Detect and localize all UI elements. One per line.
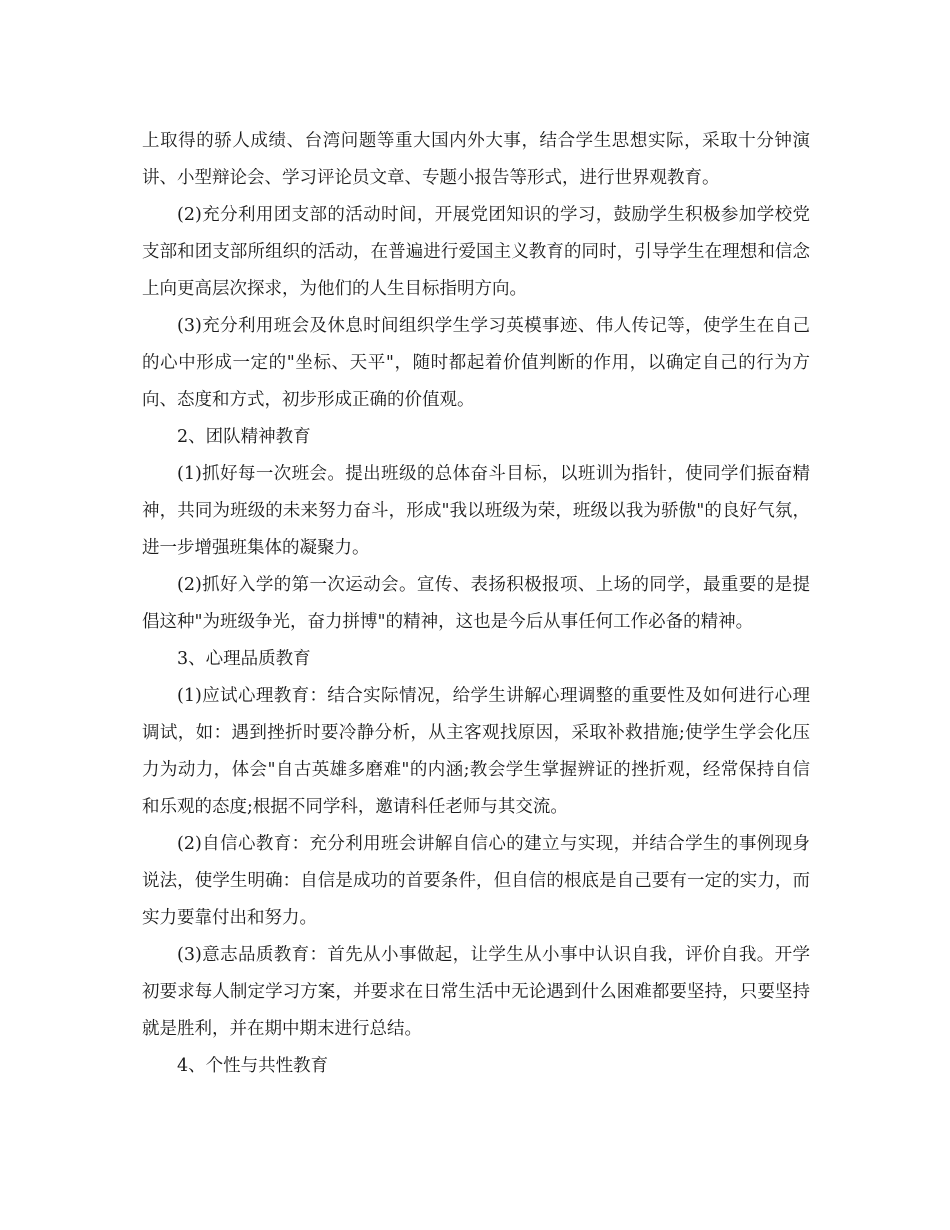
paragraph-continuation: 上取得的骄人成绩、台湾问题等重大国内外大事，结合学生思想实际，采取十分钟演讲、小型辩论会、学习评论员文章、专题小报告等形式，进行世界观教育。 <box>142 131 810 188</box>
paragraph-item: (1)应试心理教育：结合实际情况，给学生讲解心理调整的重要性及如何进行心理调试，如：遇到挫折时要冷静分析，从主客观找原因，采取补救措施;使学生学会化压力为动力，体会"自古英雄多磨难"的内涵;教会学生掌握辨证的挫折观，经常保持自信和乐观的态度;根据不同学科，邀请科任老师与其交流。 <box>142 686 810 817</box>
paragraph-item: (3)意志品质教育：首先从小事做起，让学生从小事中认识自我，评价自我。开学初要求每人制定学习方案，并要求在日常生活中无论遇到什么困难都要坚持，只要坚持就是胜利，并在期中期末进行总结。 <box>142 945 810 1039</box>
document-body <box>142 123 810 1085</box>
section-heading: 3、心理品质教育 <box>177 649 311 669</box>
section-heading: 4、个性与共性教育 <box>177 1056 329 1076</box>
section-heading: 2、团队精神教育 <box>177 427 311 447</box>
paragraph-item: (3)充分利用班会及休息时间组织学生学习英模事迹、伟人传记等，使学生在自己的心中形成一定的"坐标、天平"，随时都起着价值判断的作用，以确定自己的行为方向、态度和方式，初步形成正确的价值观。 <box>142 316 810 410</box>
paragraph-item: (1)抓好每一次班会。提出班级的总体奋斗目标，以班训为指针，使同学们振奋精神，共同为班级的未来努力奋斗，形成"我以班级为荣，班级以我为骄傲"的良好气氛，进一步增强班集体的凝聚力。 <box>142 464 810 558</box>
paragraph-item: (2)自信心教育：充分利用班会讲解自信心的建立与实现，并结合学生的事例现身说法，使学生明确：自信是成功的首要条件，但自信的根底是自己要有一定的实力，而实力要靠付出和努力。 <box>142 834 810 928</box>
paragraph-item: (2)充分利用团支部的活动时间，开展党团知识的学习，鼓励学生积极参加学校党支部和团支部所组织的活动，在普遍进行爱国主义教育的同时，引导学生在理想和信念上向更高层次探求，为他们的人生目标指明方向。 <box>142 205 810 299</box>
paragraph-item: (2)抓好入学的第一次运动会。宣传、表扬积极报项、上场的同学，最重要的是提倡这种"为班级争光，奋力拼博"的精神，这也是今后从事任何工作必备的精神。 <box>142 575 810 632</box>
